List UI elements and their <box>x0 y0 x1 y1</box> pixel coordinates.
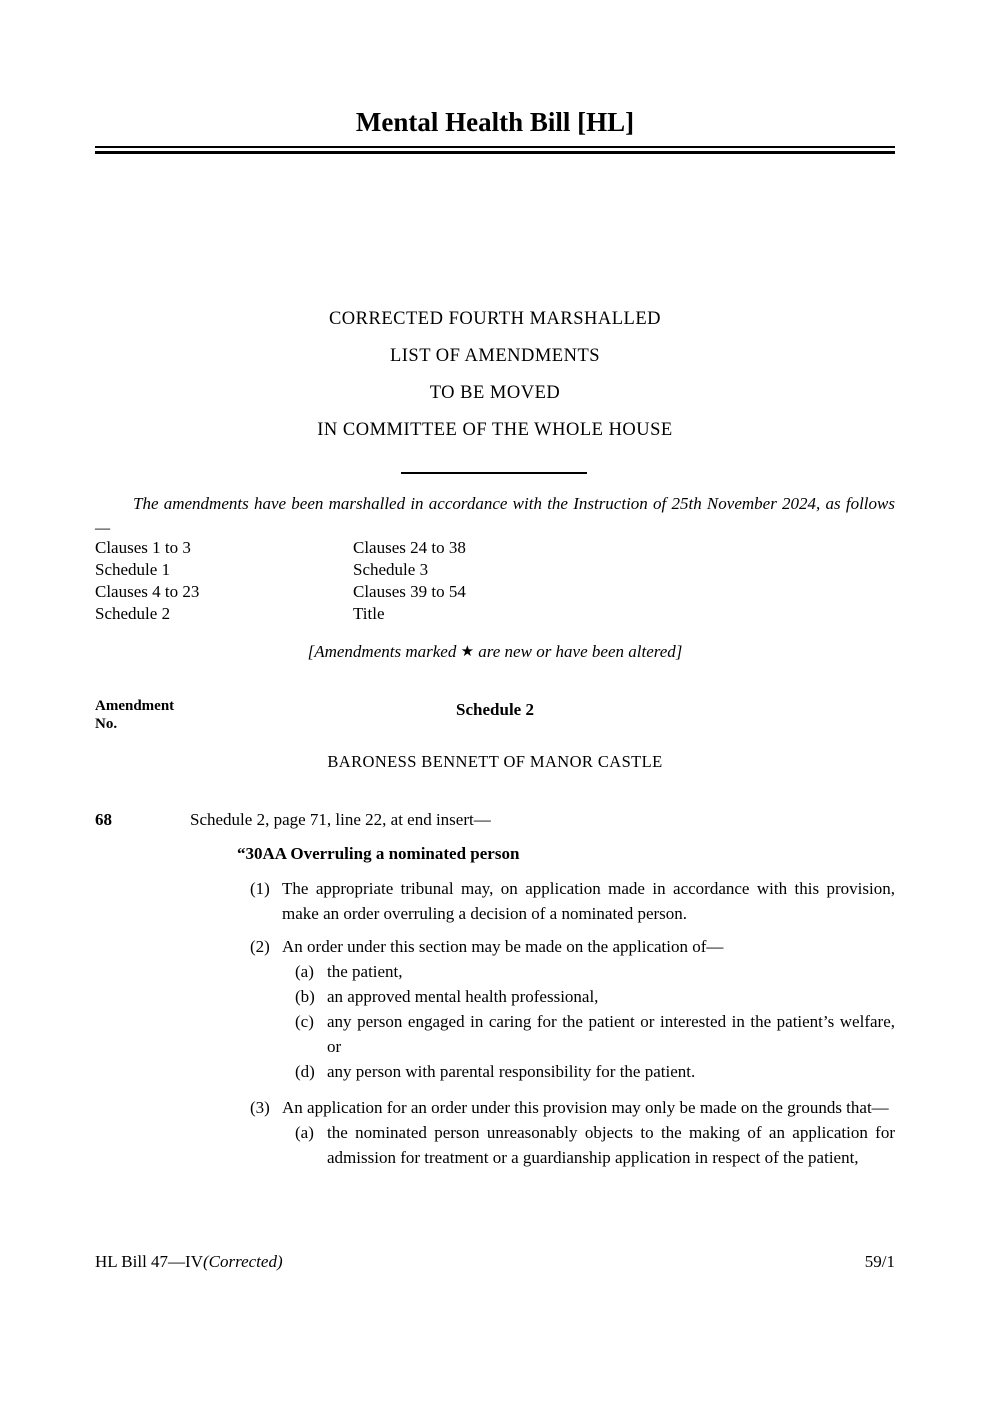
subitem-a <box>295 1120 895 1170</box>
amendment-no-label-line2: No. <box>95 716 118 732</box>
provision-line <box>250 934 895 959</box>
subitem-d <box>295 1059 895 1084</box>
amendment-no-label <box>95 697 174 733</box>
subitem-letter: (b) <box>295 987 315 1006</box>
page-footer <box>95 1250 895 1274</box>
star-note-suffix: are new or have been altered] <box>474 642 683 661</box>
heading-line: IN COMMITTEE OF THE WHOLE HOUSE <box>317 420 673 440</box>
footer-bill-reference <box>95 1250 283 1274</box>
subitem-letter: (c) <box>295 1012 314 1031</box>
title-rule-thick <box>95 151 895 154</box>
provision-number: (1) <box>250 879 270 898</box>
clause-order-item: Schedule 2 <box>95 604 171 623</box>
provision-line <box>250 876 895 926</box>
star-icon: ★ <box>460 644 475 660</box>
provision-number: (2) <box>250 937 270 956</box>
clause-order-item: Clauses 39 to 54 <box>353 582 466 601</box>
clause-order-item: Clauses 1 to 3 <box>95 538 191 557</box>
star-legend-note <box>95 640 895 665</box>
provision-number: (3) <box>250 1098 270 1117</box>
clause-order-left-column <box>95 537 353 625</box>
subitem-text: an approved mental health professional, <box>327 987 599 1006</box>
footer-bill-number: HL Bill 47—IV <box>95 1252 203 1271</box>
subitem-text: the patient, <box>327 962 403 981</box>
clause-order-item: Schedule 1 <box>95 560 171 579</box>
subitem-a <box>295 959 895 984</box>
amendment-number-header <box>95 694 895 732</box>
title-rule-thin <box>95 146 895 148</box>
clause-order-list <box>95 537 895 625</box>
subitem-letter: (a) <box>295 1123 314 1142</box>
mover-name: BARONESS BENNETT OF MANOR CASTLE <box>327 752 663 771</box>
amendment-provisions <box>250 876 895 1170</box>
provision-text: The appropriate tribunal may, on application made in accordance with this provision, make an order overruling a decision of a nominated person. <box>282 879 895 923</box>
page-title: Mental Health Bill [HL] <box>355 107 635 137</box>
heading-line: LIST OF AMENDMENTS <box>389 346 601 366</box>
subitem-text: any person with parental responsibility for the patient. <box>327 1062 696 1081</box>
subitem-b <box>295 984 895 1009</box>
clause-order-item: Clauses 4 to 23 <box>95 582 200 601</box>
clause-order-item: Title <box>353 604 385 623</box>
heading-line: CORRECTED FOURTH MARSHALLED <box>328 309 662 329</box>
provision-1 <box>250 876 895 926</box>
amendment-number: 68 <box>95 810 112 829</box>
clause-order-item: Schedule 3 <box>353 560 429 579</box>
inserted-section-heading: “30AA Overruling a nominated person <box>237 844 520 863</box>
footer-page-number: 59/1 <box>864 1252 895 1271</box>
provision-text: An order under this section may be made on the application of— <box>282 937 724 956</box>
subitem-letter: (d) <box>295 1062 315 1081</box>
amendment-instruction: Schedule 2, page 71, line 22, at end insert— <box>190 810 491 829</box>
provision-line <box>250 1095 895 1120</box>
clause-order-item: Clauses 24 to 38 <box>353 538 466 557</box>
subitem-letter: (a) <box>295 962 314 981</box>
provision-text: An application for an order under this provision may only be made on the grounds that— <box>282 1098 889 1117</box>
marshalled-list-heading <box>95 301 895 449</box>
schedule-heading: Schedule 2 <box>456 700 534 719</box>
amendment-no-label-line1: Amendment <box>95 698 175 714</box>
clause-order-right-column <box>353 537 895 625</box>
subitem-text: the nominated person unreasonably objects to the making of an application for admission for treatment or a guardianship application in respect of the patient, <box>327 1123 895 1167</box>
subitem-c <box>295 1009 895 1059</box>
amendment-68-row <box>95 807 895 832</box>
footer-corrected-label: (Corrected) <box>202 1252 283 1271</box>
subitem-text: any person engaged in caring for the patient or interested in the patient’s welfare, or <box>327 1012 895 1056</box>
provision-2 <box>250 934 895 1084</box>
marshalling-note: The amendments have been marshalled in accordance with the Instruction of 25th November 2024, as follows— <box>95 494 895 537</box>
section-divider-rule <box>401 472 587 474</box>
heading-line: TO BE MOVED <box>429 383 561 403</box>
star-note-prefix: [Amendments marked <box>307 642 461 661</box>
provision-3 <box>250 1095 895 1170</box>
